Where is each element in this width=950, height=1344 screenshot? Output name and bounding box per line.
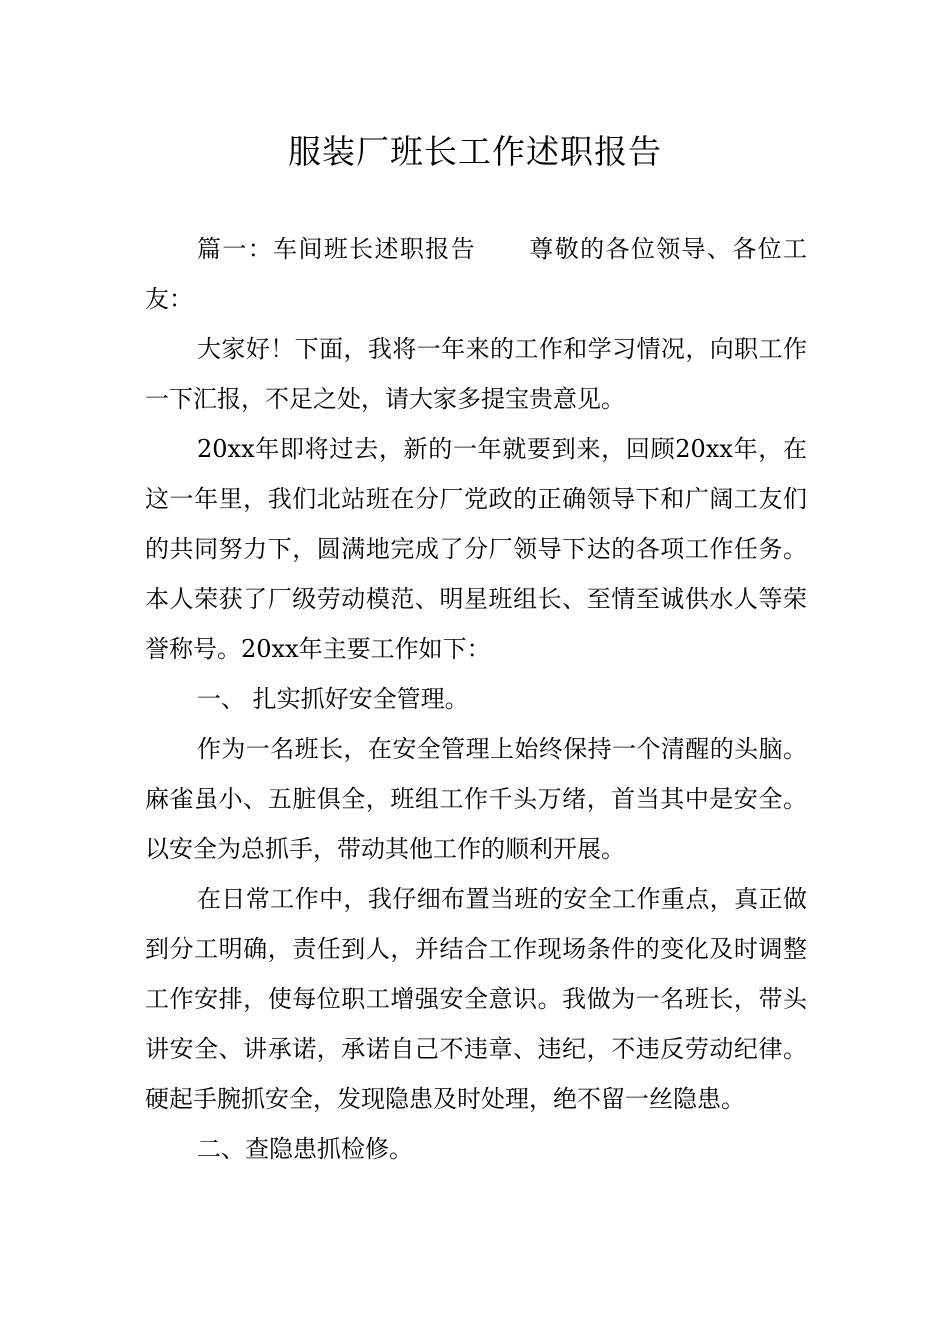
greeting-text: 尊敬的各位领导、各位工友：: [145, 235, 807, 313]
paragraph-intro: 大家好！下面，我将一年来的工作和学习情况，向职工作一下汇报，不足之处，请大家多提宝贵意见。: [145, 335, 807, 413]
paragraph-safety-role: 作为一名班长，在安全管理上始终保持一个清醒的头脑。麻雀虽小、五脏俱全，班组工作千头万绪，首当其中是安全。以安全为总抓手，带动其他工作的顺利开展。: [145, 735, 807, 863]
paragraph-daily-work: 在日常工作中，我仔细布置当班的安全工作重点，真正做到分工明确，责任到人，并结合工作现场条件的变化及时调整工作安排，使每位职工增强安全意识。我做为一名班长，带头讲安全、讲承诺，承诺自己不违章、违纪，不违反劳动纪律。硬起手腕抓安全，发现隐患及时处理，绝不留一丝隐患。: [145, 885, 807, 1113]
document-body: [145, 224, 807, 1174]
paragraph-summary: 20xx年即将过去，新的一年就要到来，回顾20xx年，在这一年里，我们北站班在分厂党政的正确领导下和广阔工友们的共同努力下，圆满地完成了分厂领导下达的各项工作任务。本人荣获了厂级劳动模范、明星班组长、至情至诚供水人等荣誉称号。20xx年主要工作如下：: [145, 435, 807, 663]
section-heading-safety: 一、 扎实抓好安全管理。: [197, 685, 469, 713]
section-heading-inspection: 二、查隐患抓检修。: [197, 1135, 413, 1163]
document-title: 服装厂班长工作述职报告: [288, 132, 662, 171]
section-label: 篇一：车间班长述职报告: [197, 235, 476, 263]
paragraph-greeting: [145, 224, 807, 324]
